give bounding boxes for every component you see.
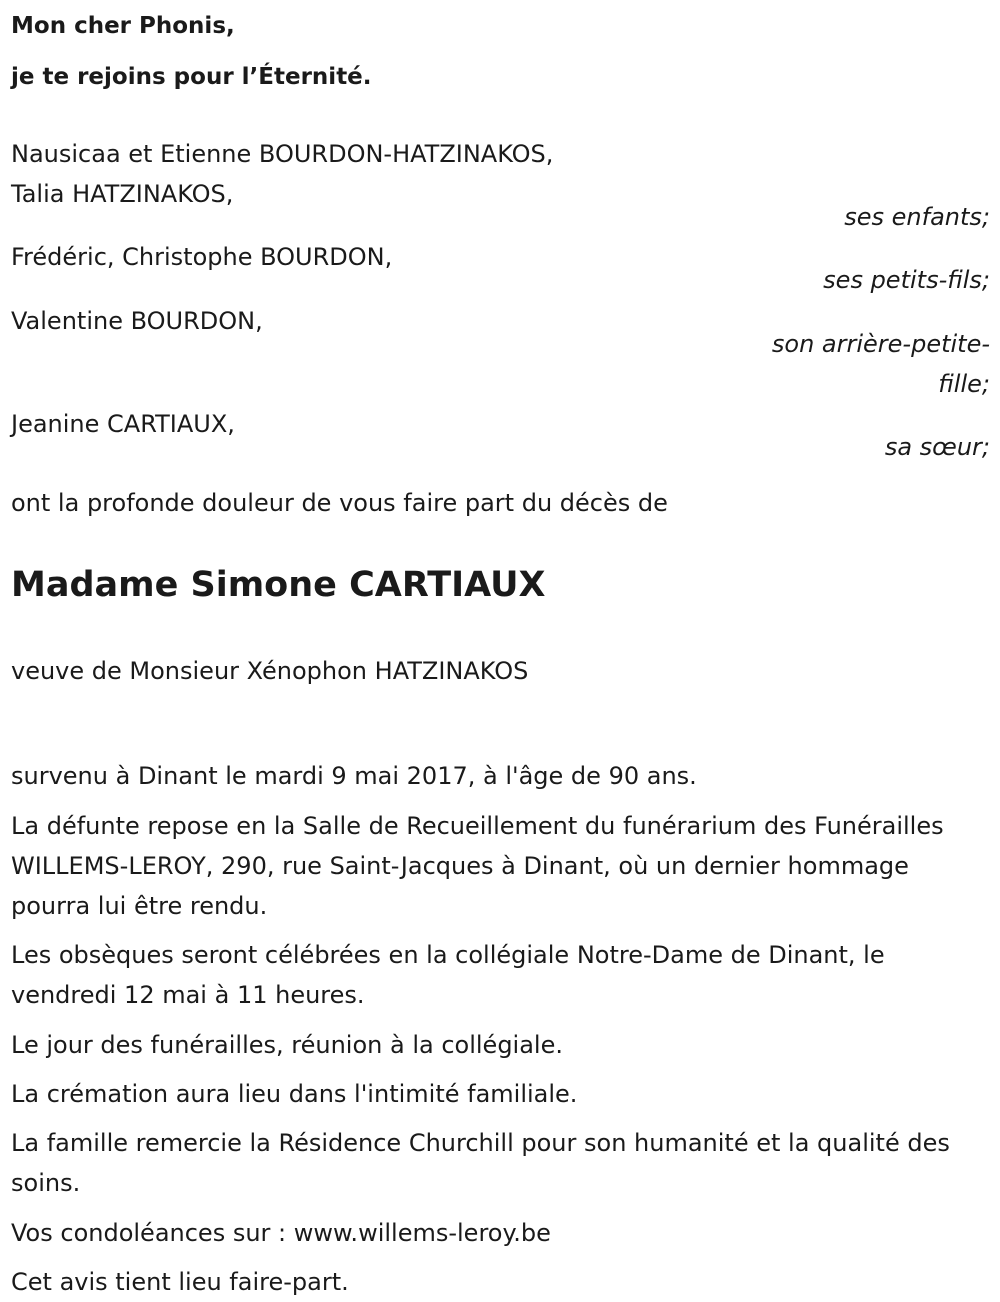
funeral-paragraph: Les obsèques seront célébrées en la collégiale Notre-Dame de Dinant, le vendredi 12 mai à 11 heures. bbox=[11, 941, 885, 1009]
sister-name: Jeanine CARTIAUX, bbox=[11, 410, 235, 438]
children-names-line-1: Nausicaa et Etienne BOURDON-HATZINAKOS, bbox=[11, 140, 554, 168]
grandchildren-names: Frédéric, Christophe BOURDON, bbox=[11, 243, 393, 271]
meeting-paragraph: Le jour des funérailles, réunion à la collégiale. bbox=[11, 1031, 563, 1059]
widow-of-text: veuve de Monsieur Xénophon HATZINAKOS bbox=[11, 657, 529, 685]
deceased-name: Madame Simone CARTIAUX bbox=[11, 565, 546, 605]
sister-relation: sa sœur; bbox=[884, 433, 990, 461]
announcement-text: ont la profonde douleur de vous faire part du décès de bbox=[11, 489, 668, 517]
cremation-paragraph: La crémation aura lieu dans l'intimité familiale. bbox=[11, 1080, 578, 1108]
children-relation: ses enfants; bbox=[844, 203, 990, 231]
epigraph-line-1: Mon cher Phonis, bbox=[11, 13, 235, 39]
rests-paragraph: La défunte repose en la Salle de Recueillement du funérarium des Funérailles WILLEMS-LEROY, 290, rue Saint-Jacques à Dinant, où un dernier hommage pourra lui être rendu. bbox=[11, 812, 944, 920]
notice-paragraph: Cet avis tient lieu faire-part. bbox=[11, 1268, 349, 1296]
death-paragraph: survenu à Dinant le mardi 9 mai 2017, à l'âge de 90 ans. bbox=[11, 762, 697, 790]
children-names-line-2: Talia HATZINAKOS, bbox=[11, 180, 234, 208]
great-grandchild-relation-line-2: fille; bbox=[938, 370, 990, 398]
great-grandchild-relation-line-1: son arrière-petite- bbox=[771, 330, 990, 358]
grandchildren-relation: ses petits-fils; bbox=[823, 266, 990, 294]
epigraph-line-2: je te rejoins pour l’Éternité. bbox=[11, 64, 372, 90]
thanks-paragraph: La famille remercie la Résidence Churchill pour son humanité et la qualité des soins. bbox=[11, 1129, 950, 1197]
condolences-paragraph: Vos condoléances sur : www.willems-leroy.be bbox=[11, 1219, 551, 1247]
great-grandchild-name: Valentine BOURDON, bbox=[11, 307, 263, 335]
